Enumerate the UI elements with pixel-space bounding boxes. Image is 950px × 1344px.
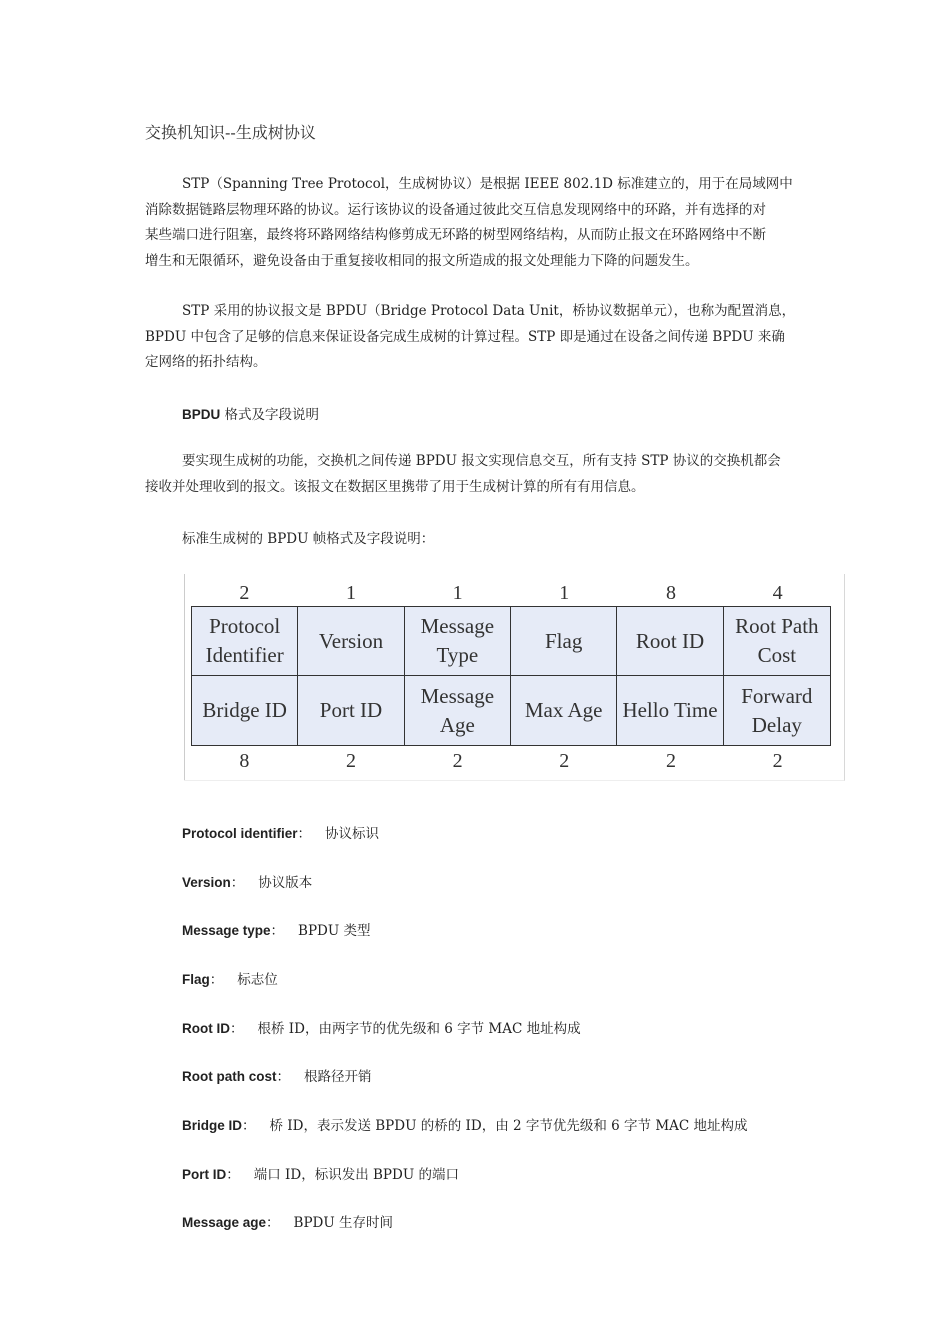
field-name: Port ID — [182, 1167, 227, 1182]
field-definition: Root path cost： 根路径开销 — [182, 1069, 372, 1085]
paragraph-line: STP 采用的协议报文是 BPDU（Bridge Protocol Data Unit，桥协议数据单元），也称为配置消息， — [182, 303, 796, 319]
byte-size-label: 8 — [239, 750, 250, 772]
paragraph-line: BPDU 中包含了足够的信息来保证设备完成生成树的计算过程。STP 即是通过在设备之间传递 BPDU 来确 — [145, 328, 785, 345]
bpdu-frame-diagram — [184, 574, 845, 781]
byte-size-label: 2 — [665, 750, 676, 772]
paragraph-line: 定网络的拓扑结构。 — [145, 354, 267, 370]
field-definition: Root ID： 根桥 ID，由两字节的优先级和 6 字节 MAC 地址构成 — [182, 1021, 581, 1037]
paragraph-bpdu-function — [145, 449, 813, 500]
page-title: 交换机知识--生成树协议 — [145, 123, 316, 142]
bottom-byte-sizes — [191, 750, 831, 773]
bpdu-field-grid — [191, 606, 831, 746]
byte-size-label: 1 — [452, 582, 463, 604]
field-name: Message type — [182, 923, 271, 938]
field-name: Version — [182, 875, 231, 890]
paragraph-line: 消除数据链路层物理环路的协议。运行该协议的设备通过彼此交互信息发现网络中的环路，并有选择的对 — [145, 201, 766, 218]
byte-size-label: 2 — [559, 750, 570, 772]
byte-size-label: 4 — [772, 582, 783, 604]
top-byte-sizes — [191, 582, 831, 605]
byte-size-label: 2 — [772, 750, 783, 772]
bpdu-field-cell: Port ID — [298, 676, 404, 745]
bpdu-field-cell: Protocol Identifier — [192, 607, 298, 676]
paragraph-bpdu-intro — [145, 299, 813, 376]
field-name: Message age — [182, 1215, 267, 1230]
field-definition: Message age： BPDU 生存时间 — [182, 1215, 394, 1231]
byte-size-label: 2 — [239, 582, 250, 604]
bpdu-field-cell: Message Type — [405, 607, 511, 676]
paragraph-line: 接收并处理收到的报文。该报文在数据区里携带了用于生成树计算的所有有用信息。 — [145, 478, 645, 495]
field-name: Flag — [182, 972, 210, 987]
bpdu-field-cell: Root Path Cost — [724, 607, 830, 676]
field-description: BPDU 类型 — [298, 923, 371, 939]
bpdu-field-cell: Hello Time — [617, 676, 723, 745]
paragraph-line: 要实现生成树的功能，交换机之间传递 BPDU 报文实现信息交互，所有支持 STP 协议的交换机都会 — [182, 453, 781, 469]
bpdu-field-cell: Version — [298, 607, 404, 676]
field-description: 标志位 — [237, 972, 278, 988]
byte-size-label: 2 — [345, 750, 356, 772]
byte-size-label: 1 — [345, 582, 356, 604]
section-heading: BPDU 格式及字段说明 — [182, 407, 320, 423]
paragraph-line: 增生和无限循环，避免设备由于重复接收相同的报文所造成的报文处理能力下降的问题发生。 — [145, 252, 699, 269]
field-definition: Flag： 标志位 — [182, 972, 278, 988]
paragraph-stp-intro — [145, 172, 813, 274]
field-description: 协议版本 — [258, 875, 313, 891]
bpdu-field-cell: Forward Delay — [724, 676, 830, 745]
byte-size-label: 1 — [559, 582, 570, 604]
field-definition: Message type： BPDU 类型 — [182, 923, 371, 939]
paragraph-line: 某些端口进行阻塞，最终将环路网络结构修剪成无环路的树型网络结构，从而防止报文在环路网络中不断 — [145, 227, 766, 243]
field-description: 根桥 ID，由两字节的优先级和 6 字节 MAC 地址构成 — [257, 1021, 581, 1037]
bpdu-field-cell: Flag — [511, 607, 617, 676]
byte-size-label: 8 — [665, 582, 676, 604]
bpdu-field-cell: Max Age — [511, 676, 617, 745]
field-definition: Bridge ID： 桥 ID，表示发送 BPDU 的桥的 ID，由 2 字节优先级和 6 字节 MAC 地址构成 — [182, 1118, 748, 1134]
field-definition: Protocol identifier： 协议标识 — [182, 826, 380, 842]
field-name: Root path cost — [182, 1069, 277, 1084]
field-description: 桥 ID，表示发送 BPDU 的桥的 ID，由 2 字节优先级和 6 字节 MAC 地址构成 — [269, 1118, 748, 1134]
field-definition: Version： 协议版本 — [182, 875, 313, 891]
field-name: Bridge ID — [182, 1118, 243, 1133]
field-name: Root ID — [182, 1021, 230, 1036]
field-description: 根路径开销 — [304, 1069, 372, 1085]
bpdu-field-cell: Root ID — [617, 607, 723, 676]
bpdu-field-cell: Message Age — [405, 676, 511, 745]
byte-size-label: 2 — [452, 750, 463, 772]
field-description: 协议标识 — [325, 826, 380, 842]
field-description: 端口 ID，标识发出 BPDU 的端口 — [253, 1167, 460, 1183]
table-intro: 标准生成树的 BPDU 帧格式及字段说明： — [182, 531, 435, 547]
paragraph-line: STP（Spanning Tree Protocol，生成树协议）是根据 IEEE 802.1D 标准建立的，用于在局域网中 — [182, 176, 793, 192]
bpdu-field-cell: Bridge ID — [192, 676, 298, 745]
field-definition: Port ID： 端口 ID，标识发出 BPDU 的端口 — [182, 1167, 460, 1183]
field-description: BPDU 生存时间 — [293, 1215, 394, 1231]
field-name: Protocol identifier — [182, 826, 298, 841]
